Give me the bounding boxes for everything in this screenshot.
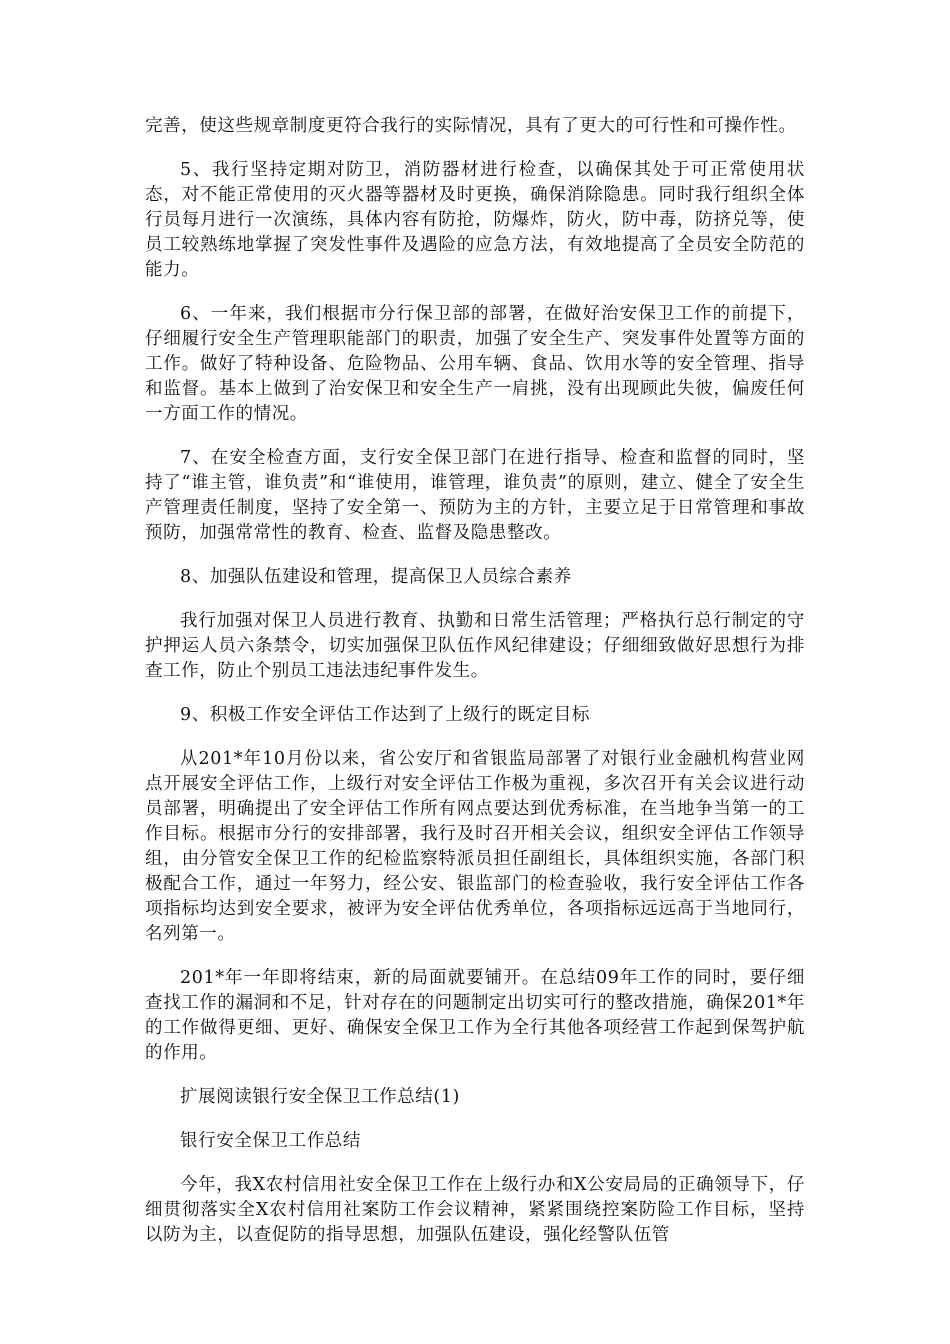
paragraph-item-7: 7、在安全检查方面，支行安全保卫部门在进行指导、检查和监督的同时，坚持了“谁主管，谁负责”和“谁使用，谁管理，谁负责”的原则，建立、健全了安全生产管理责任制度，坚持了安全第一、预防为主的方针，主要立足于日常管理和事故预防，加强常常性的教育、检查、监督及隐患整改。 <box>145 448 805 543</box>
paragraph-item-9-heading: 9、积极工作安全评估工作达到了上级行的既定目标 <box>180 705 590 725</box>
paragraph-item-8-heading: 8、加强队伍建设和管理，提高保卫人员综合素养 <box>180 567 572 587</box>
extended-reading-heading: 扩展阅读银行安全保卫工作总结(1) <box>180 1087 460 1107</box>
paragraph-item-6: 6、一年来，我们根据市分行保卫部的部署，在做好治安保卫工作的前提下，仔细履行安全生产管理职能部门的职责，加强了安全生产、突发事件处置等方面的工作。做好了特种设备、危险物品、公用车辆、食品、饮用水等的安全管理、指导和监督。基本上做到了治安保卫和安全生产一肩挑，没有出现顾此失彼，偏废任何一方面工作的情况。 <box>145 304 805 424</box>
paragraph-item-8-body: 我行加强对保卫人员进行教育、执勤和日常生活管理；严格执行总行制定的守护押运人员六条禁令，切实加强保卫队伍作风纪律建设；仔细细致做好思想行为排查工作，防止个别员工违法违纪事件发生。 <box>145 611 805 681</box>
paragraph-item-9-body: 从201*年10月份以来，省公安厅和省银监局部署了对银行业金融机构营业网点开展安全评估工作，上级行对安全评估工作极为重视，多次召开有关会议进行动员部署，明确提出了安全评估工作所有网点要达到优秀标准，在当地争当第一的工作目标。根据市分行的安排部署，我行及时召开相关会议，组织安全评估工作领导组，由分管安全保卫工作的纪检监察特派员担任副组长，具体组织实施，各部门积极配合工作，通过一年努力，经公安、银监部门的检查验收，我行安全评估工作各项指标均达到安全要求，被评为安全评估优秀单位，各项指标远远高于当地同行，名列第一。 <box>145 749 805 944</box>
document-page <box>145 114 805 1267</box>
paragraph-item-5: 5、我行坚持定期对防卫，消防器材进行检查，以确保其处于可正常使用状态，对不能正常使用的灭火器等器材及时更换，确保消除隐患。同时我行组织全体行员每月进行一次演练，具体内容有防抢，防爆炸，防火，防中毒，防挤兑等，使员工较熟练地掌握了突发性事件及遇险的应急方法，有效地提高了全员安全防范的能力。 <box>145 160 805 280</box>
section-title: 银行安全保卫工作总结 <box>180 1131 361 1151</box>
paragraph-continuation: 完善，使这些规章制度更符合我行的实际情况，具有了更大的可行性和可操作性。 <box>145 116 797 136</box>
paragraph-section-intro: 今年，我X农村信用社安全保卫工作在上级行办和X公安局局的正确领导下，仔细贯彻落实全X农村信用社案防工作会议精神，紧紧围绕控案防险工作目标，坚持以防为主，以查促防的指导思想，加强队伍建设，强化经警队伍管 <box>145 1175 805 1245</box>
paragraph-conclusion: 201*年一年即将结束，新的局面就要铺开。在总结09年工作的同时，要仔细查找工作的漏洞和不足，针对存在的问题制定出切实可行的整改措施，确保201*年的工作做得更细、更好、确保安全保卫工作为全行其他各项经营工作起到保驾护航的作用。 <box>145 968 805 1063</box>
